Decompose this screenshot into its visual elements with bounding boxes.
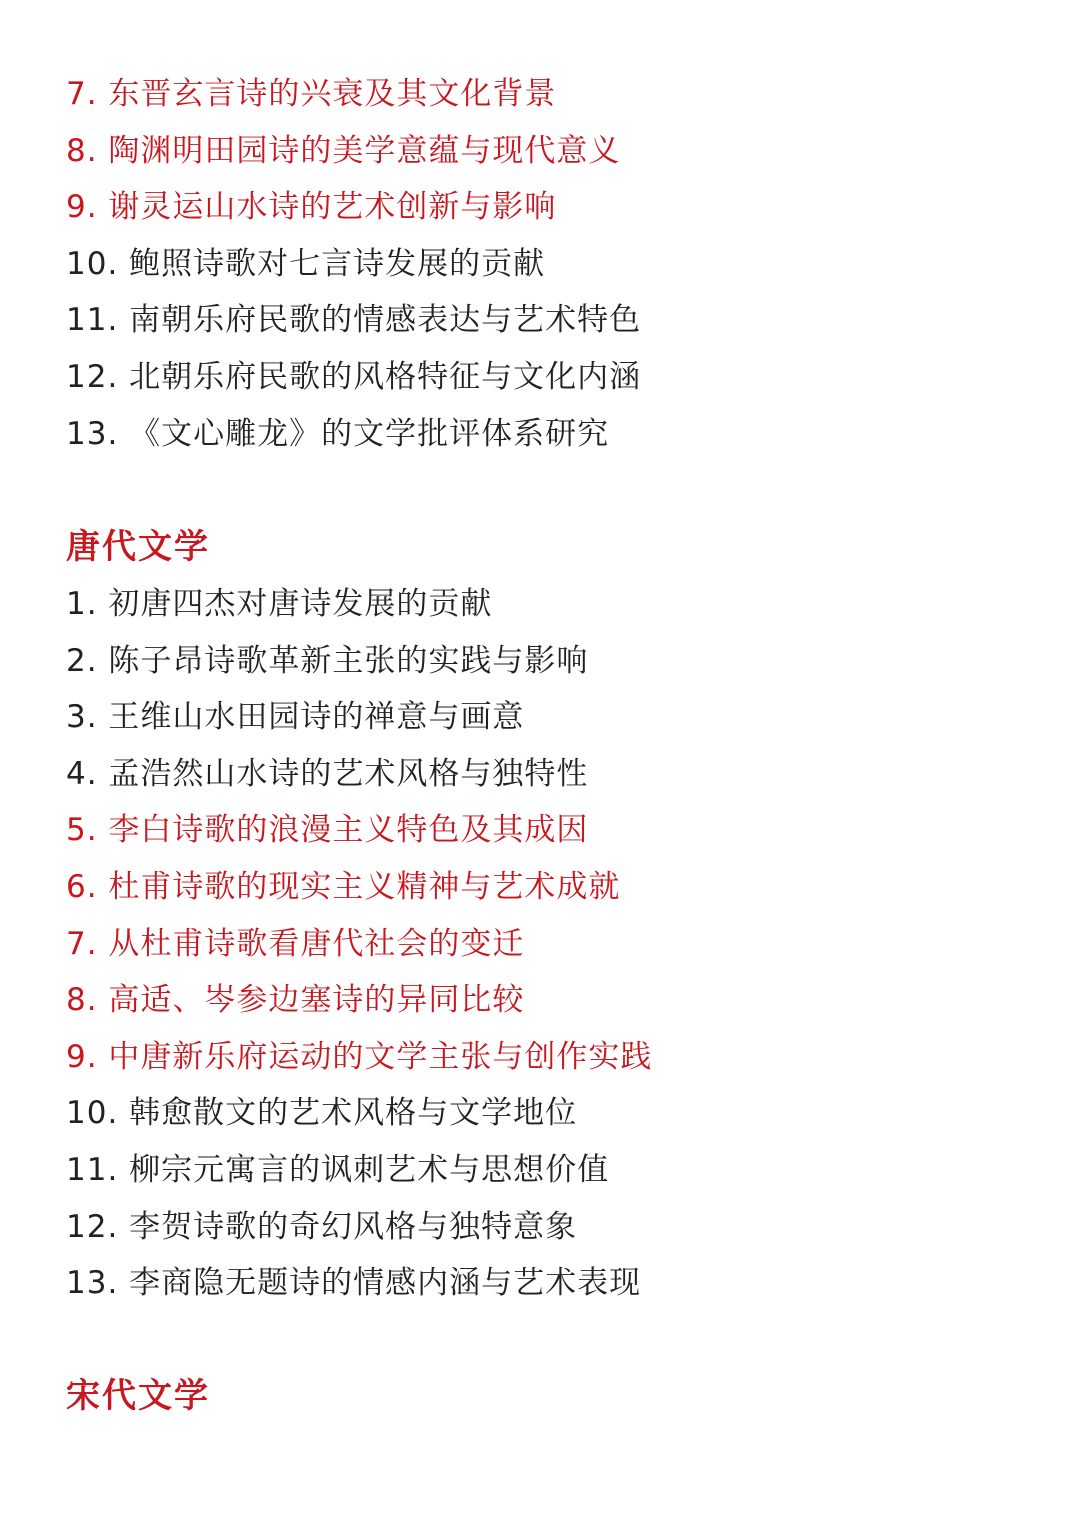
list-item: 2. 陈子昂诗歌革新主张的实践与影响 (66, 642, 589, 679)
list-item: 6. 杜甫诗歌的现实主义精神与艺术成就 (66, 868, 621, 905)
list-item: 9. 中唐新乐府运动的文学主张与创作实践 (66, 1038, 653, 1075)
section-heading-tang: 唐代文学 (66, 527, 210, 567)
list-item: 4. 孟浩然山水诗的艺术风格与独特性 (66, 755, 589, 792)
list-item: 12. 北朝乐府民歌的风格特征与文化内涵 (66, 358, 642, 395)
list-item: 7. 东晋玄言诗的兴衰及其文化背景 (66, 76, 557, 112)
list-item: 13. 李商隐无题诗的情感内涵与艺术表现 (66, 1265, 642, 1302)
list-item: 8. 陶渊明田园诗的美学意蕴与现代意义 (66, 132, 621, 169)
list-item: 3. 王维山水田园诗的禅意与画意 (66, 699, 525, 736)
list-item: 12. 李贺诗歌的奇幻风格与独特意象 (66, 1208, 578, 1245)
list-item: 13. 《文心雕龙》的文学批评体系研究 (66, 415, 610, 452)
list-item: 11. 南朝乐府民歌的情感表达与艺术特色 (66, 302, 642, 339)
section-heading-song: 宋代文学 (66, 1376, 210, 1416)
topic-list-continued (66, 66, 641, 462)
list-item: 8. 高适、岑参边塞诗的异同比较 (66, 982, 525, 1019)
list-item: 10. 鲍照诗歌对七言诗发展的贡献 (66, 245, 546, 282)
list-item: 7. 从杜甫诗歌看唐代社会的变迁 (66, 925, 525, 962)
list-item: 11. 柳宗元寓言的讽刺艺术与思想价值 (66, 1151, 610, 1188)
list-item: 1. 初唐四杰对唐诗发展的贡献 (66, 586, 493, 622)
list-item: 9. 谢灵运山水诗的艺术创新与影响 (66, 189, 557, 226)
topic-list-tang (66, 576, 652, 1312)
list-item: 10. 韩愈散文的艺术风格与文学地位 (66, 1095, 578, 1132)
list-item: 5. 李白诗歌的浪漫主义特色及其成因 (66, 812, 589, 849)
